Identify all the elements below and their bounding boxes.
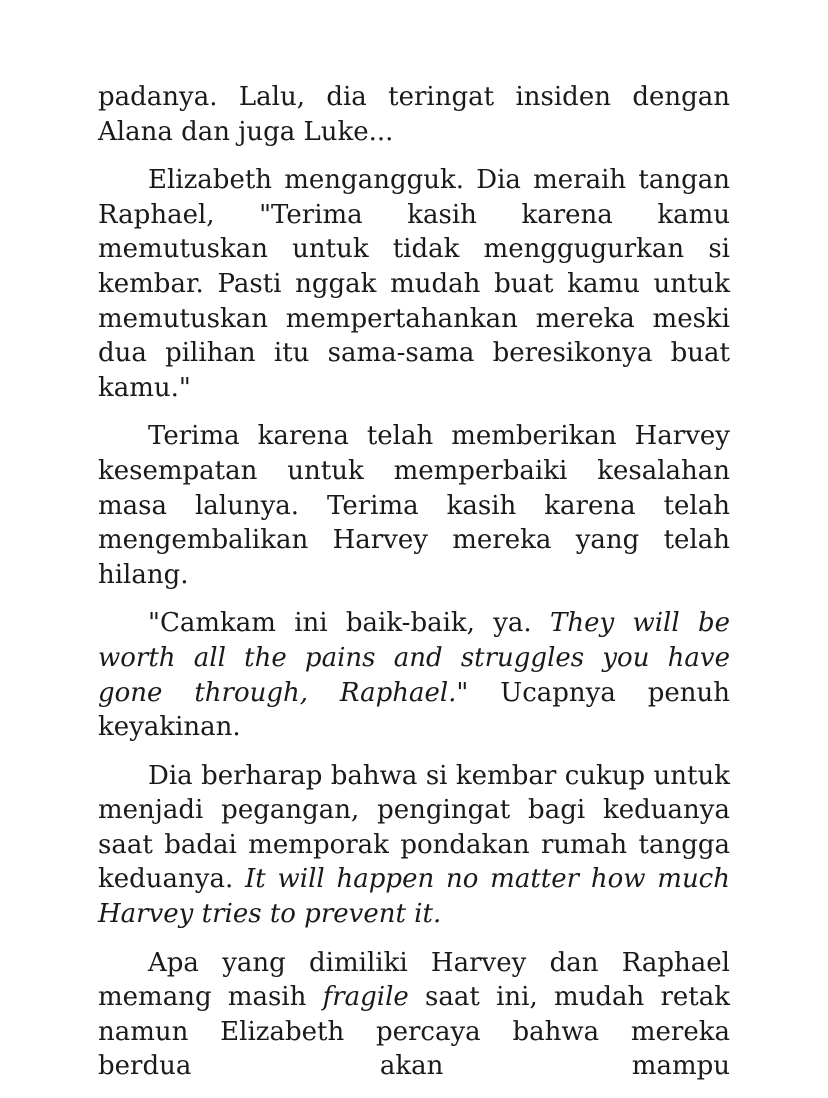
paragraph-3-text: Terima karena telah memberikan Harvey kesempatan untuk memperbaiki kesalahan masa lalunya. Terima kasih karena telah mengembalikan Harvey mereka yang telah hilang. <box>98 421 730 590</box>
paragraph-1 <box>98 80 730 149</box>
paragraph-4 <box>98 606 730 744</box>
paragraph-3 <box>98 419 730 592</box>
paragraph-2 <box>98 163 730 405</box>
paragraph-6-text-b: saat ini, mudah retak namun Elizabeth percaya bahwa mereka berdua akan mampu <box>98 982 730 1082</box>
paragraph-4-text-a: "Camkam ini baik-baik, ya. <box>148 608 550 639</box>
paragraph-1-text: padanya. Lalu, dia teringat insiden dengan Alana dan juga Luke... <box>98 82 730 147</box>
paragraph-6-text-a: Apa yang dimiliki Harvey dan Raphael memang masih <box>98 947 730 1013</box>
paragraph-5 <box>98 759 730 932</box>
paragraph-4-text-b: Ucapnya penuh keyakinan. <box>98 677 730 743</box>
paragraph-5-italic: It will happen no matter how much Harvey tries to prevent it. <box>98 864 730 930</box>
paragraph-2-text: Elizabeth mengangguk. Dia meraih tangan Raphael, "Terima kasih karena kamu memutuskan untuk tidak menggugurkan si kembar. Pasti nggak mudah buat kamu untuk memutuskan mempertahankan mereka meski dua pilihan itu sama-sama beresikonya buat kamu." <box>98 165 730 403</box>
paragraph-6-italic-word: fragile <box>322 982 409 1013</box>
paragraph-4-italic-quote: They will be worth all the pains and struggles you have gone through, Raphael." <box>98 608 730 708</box>
paragraph-6 <box>98 946 730 1084</box>
paragraph-5-text: Dia berharap bahwa si kembar cukup untuk menjadi pegangan, pengingat bagi keduanya saat badai memporak pondakan rumah tangga keduanya. <box>98 760 730 895</box>
reader-page <box>98 80 730 1098</box>
